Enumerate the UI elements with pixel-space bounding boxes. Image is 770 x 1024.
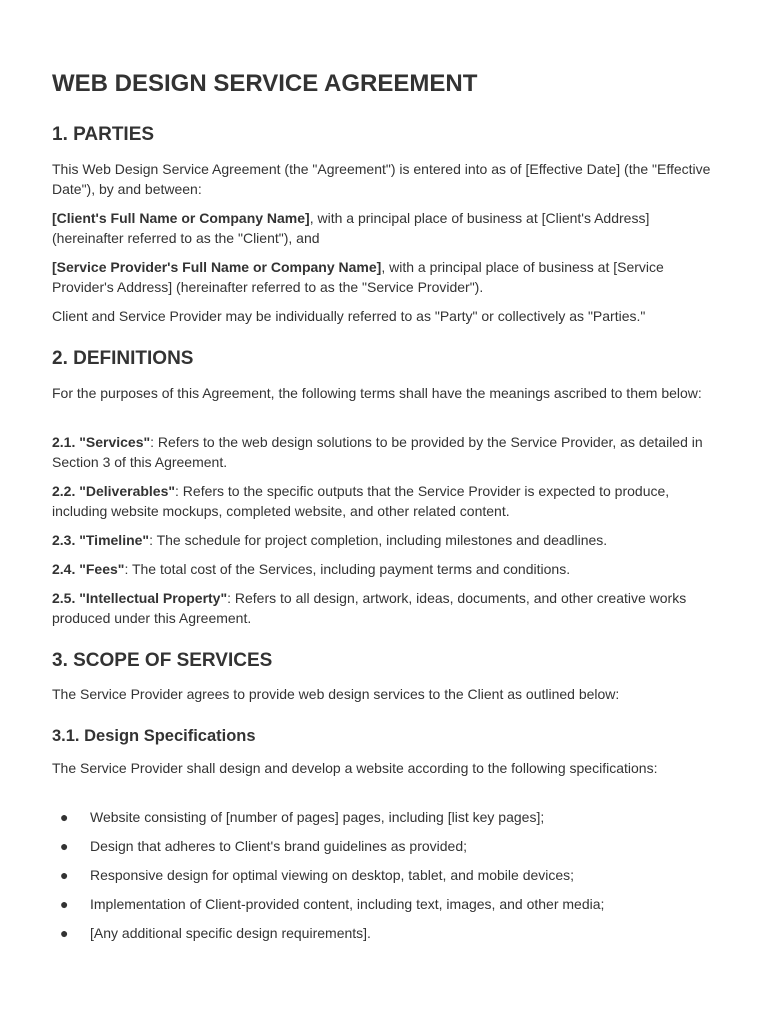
list-item-text: [Any additional specific design requirements]. [90,925,371,941]
definition-term: 2.5. "Intellectual Property" [52,590,228,606]
provider-name-placeholder: [Service Provider's Full Name or Company Name] [52,259,382,275]
parties-intro: This Web Design Service Agreement (the "Agreement") is entered into as of [Effective Date] (the "Effective Date"), by and between: [52,161,711,197]
definition-item [52,560,722,580]
definition-item [52,433,722,472]
bullet-icon: ● [60,925,69,941]
section-heading-scope: 3. SCOPE OF SERVICES [52,650,273,671]
definition-term: 2.2. "Deliverables" [52,483,176,499]
definition-text: : Refers to the web design solutions to be provided by the Service Provider, as detailed in Section 3 of this Agreement. [52,434,703,470]
definition-text: : Refers to the specific outputs that the Service Provider is expected to produce, including website mockups, completed website, and other related content. [52,483,670,519]
definition-text: : Refers to all design, artwork, ideas, documents, and other creative works produced under this Agreement. [52,590,687,626]
client-name-placeholder: [Client's Full Name or Company Name] [52,210,310,226]
definition-item [52,531,722,551]
provider-paragraph-text: , with a principal place of business at [Service Provider's Address] (hereinafter referred to as the "Service Provider"). [52,259,664,295]
section-heading-parties: 1. PARTIES [52,124,155,145]
definition-text: : The schedule for project completion, including milestones and deadlines. [149,532,608,548]
bullet-icon: ● [60,809,69,825]
bullet-icon: ● [60,896,69,912]
definition-term: 2.3. "Timeline" [52,532,150,548]
design-specs-intro: The Service Provider shall design and develop a website according to the following specifications: [52,760,658,776]
list-item-text: Website consisting of [number of pages] pages, including [list key pages]; [90,809,545,825]
list-item-text: Responsive design for optimal viewing on desktop, tablet, and mobile devices; [90,867,575,883]
definitions-intro: For the purposes of this Agreement, the following terms shall have the meanings ascribed to them below: [52,385,702,401]
definition-item [52,589,722,628]
definition-term: 2.4. "Fees" [52,561,125,577]
definition-item [52,482,722,521]
subsection-heading-design-specs: 3.1. Design Specifications [52,727,256,745]
section-heading-definitions: 2. DEFINITIONS [52,348,194,369]
bullet-icon: ● [60,838,69,854]
definition-text: : The total cost of the Services, including payment terms and conditions. [124,561,571,577]
document-title: WEB DESIGN SERVICE AGREEMENT [52,70,478,97]
parties-collective: Client and Service Provider may be individually referred to as "Party" or collectively as "Parties." [52,308,646,324]
definition-term: 2.1. "Services" [52,434,151,450]
scope-intro: The Service Provider agrees to provide web design services to the Client as outlined below: [52,686,620,702]
list-item-text: Implementation of Client-provided content, including text, images, and other media; [90,896,605,912]
client-paragraph-text: , with a principal place of business at [Client's Address] (hereinafter referred to as the "Client"), and [52,210,650,246]
parties-client-paragraph [52,209,722,248]
bullet-icon: ● [60,867,69,883]
parties-provider-paragraph [52,258,722,297]
list-item-text: Design that adheres to Client's brand guidelines as provided; [90,838,468,854]
